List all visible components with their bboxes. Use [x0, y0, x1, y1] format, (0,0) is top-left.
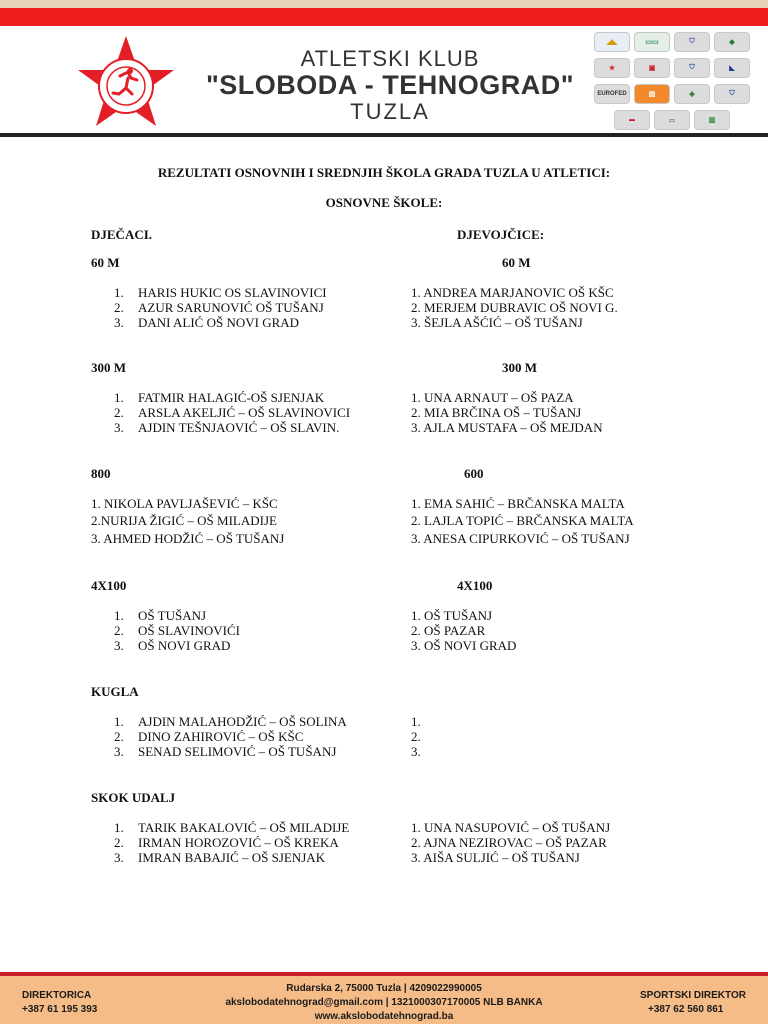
result-girls: 1. UNA ARNAUT – OŠ PAZA: [411, 390, 574, 405]
result-boys: IMRAN BABAJIĆ – OŠ SJENJAK: [138, 850, 326, 865]
result-rank: 2.: [114, 835, 124, 850]
result-boys: AJDIN TEŠNJAOVIĆ – OŠ SLAVIN.: [138, 420, 340, 435]
result-rank: 1.: [114, 820, 124, 835]
result-boys: SENAD SELIMOVIĆ – OŠ TUŠANJ: [138, 744, 337, 759]
result-boys: IRMAN HOROZOVIĆ – OŠ KREKA: [138, 835, 339, 850]
svg-text:1947: 1947: [119, 118, 133, 124]
result-girls: 1.: [411, 714, 421, 729]
result-boys: AJDIN MALAHODŽIĆ – OŠ SOLINA: [138, 714, 347, 729]
result-boys: ARSLA AKELJIĆ – OŠ SLAVINOVICI: [138, 405, 351, 420]
result-rank: 2.: [114, 405, 124, 420]
result-rank: 1.: [114, 608, 124, 623]
sponsor-logo: ◆: [714, 32, 750, 52]
header-top-stripe: [0, 0, 768, 8]
result-rank: 2.: [114, 729, 124, 744]
sponsor-logo: ⛉: [674, 32, 710, 52]
result-girls: 3.: [411, 744, 421, 759]
event-title-girls: 4X100: [457, 578, 493, 593]
event-title-boys: 800: [91, 466, 111, 481]
result-girls: 2.: [411, 729, 421, 744]
event-title-girls: 300 M: [502, 360, 538, 375]
footer-left-phone: +387 61 195 393: [22, 1004, 98, 1015]
sponsor-logo: ▬: [614, 110, 650, 130]
document-title: REZULTATI OSNOVNIH I SREDNJIH ŠKOLA GRADA TUZLA U ATLETICI:: [157, 165, 611, 180]
result-girls: 2. MIA BRČINA OŠ – TUŠANJ: [411, 405, 582, 420]
result-boys: 3. AHMED HODŽIĆ – OŠ TUŠANJ: [91, 531, 285, 546]
result-rank: 1.: [114, 714, 124, 729]
event-title-boys: 4X100: [91, 578, 127, 593]
header-red-band: [0, 8, 768, 26]
footer-right-phone: +387 62 560 861: [648, 1004, 724, 1015]
sponsor-logo: ◢◣: [594, 32, 630, 52]
sponsor-logo: ★: [594, 58, 630, 78]
club-logo: [74, 34, 178, 134]
event-title-boys: 60 M: [91, 255, 120, 270]
club-name-line1: ATLETSKI KLUB: [300, 46, 480, 71]
girls-heading: DJEVOJČICE:: [457, 227, 545, 242]
footer-red-line: [0, 972, 768, 976]
result-rank: 3.: [114, 420, 124, 435]
result-boys: OŠ SLAVINOVIĆI: [138, 623, 240, 638]
result-boys: OŠ TUŠANJ: [138, 608, 207, 623]
result-girls: 1. UNA NASUPOVIĆ – OŠ TUŠANJ: [411, 820, 611, 835]
sponsor-logo: ⛉: [714, 84, 750, 104]
boys-heading: DJEČACI.: [91, 227, 153, 242]
result-boys: 1. NIKOLA PAVLJAŠEVIĆ – KŠC: [91, 496, 278, 511]
sponsor-logo: ▭▭: [634, 32, 670, 52]
sponsor-logos: [588, 30, 768, 134]
result-girls: 3. ŠEJLA AŠĆIĆ – OŠ TUŠANJ: [411, 315, 583, 330]
sponsor-logo: ▤: [634, 84, 670, 104]
footer-email[interactable]: akslobodatehnograd@gmail.com | 1321000307170005 NLB BANKA: [225, 997, 543, 1008]
result-girls: 2. AJNA NEZIROVAC – OŠ PAZAR: [411, 835, 607, 850]
result-rank: 3.: [114, 744, 124, 759]
event-title-girls: 60 M: [502, 255, 531, 270]
result-boys: DINO ZAHIROVIĆ – OŠ KŠC: [138, 729, 304, 744]
result-girls: 2. MERJEM DUBRAVIC OŠ NOVI G.: [411, 300, 618, 315]
event-title-boys: SKOK UDALJ: [91, 790, 176, 805]
result-boys: 2.NURIJA ŽIGIĆ – OŠ MILADIJE: [91, 513, 277, 528]
document-subtitle: OSNOVNE ŠKOLE:: [325, 195, 443, 210]
club-name-line2: "SLOBODA - TEHNOGRAD": [205, 70, 575, 100]
result-girls: 3. AIŠA SULJIĆ – OŠ TUŠANJ: [411, 850, 580, 865]
event-title-boys: 300 M: [91, 360, 127, 375]
result-boys: HARIS HUKIC OS SLAVINOVICI: [138, 285, 327, 300]
result-boys: FATMIR HALAGIĆ-OŠ SJENJAK: [138, 390, 325, 405]
club-name-block: [190, 48, 590, 123]
sponsor-logo: ⛉: [674, 58, 710, 78]
footer-right-title: SPORTSKI DIREKTOR: [640, 990, 746, 1001]
header-divider: [0, 133, 768, 137]
sponsor-logo: ▣: [634, 58, 670, 78]
footer-website[interactable]: www.akslobodatehnograd.ba: [314, 1011, 454, 1022]
result-girls: 2. OŠ PAZAR: [411, 623, 486, 638]
sponsor-logo: ▥: [694, 110, 730, 130]
sponsor-logo: ◈: [674, 84, 710, 104]
result-rank: 3.: [114, 638, 124, 653]
club-name-line3: TUZLA: [350, 99, 430, 124]
result-boys: OŠ NOVI GRAD: [138, 638, 231, 653]
result-rank: 1.: [114, 390, 124, 405]
result-girls: 1. EMA SAHIĆ – BRČANSKA MALTA: [411, 496, 625, 511]
result-rank: 2.: [114, 623, 124, 638]
result-boys: AZUR SARUNOVIĆ OŠ TUŠANJ: [138, 300, 324, 315]
result-rank: 2.: [114, 300, 124, 315]
result-rank: 1.: [114, 285, 124, 300]
sponsor-logo: ◣: [714, 58, 750, 78]
sponsor-logo: ▭: [654, 110, 690, 130]
result-rank: 3.: [114, 315, 124, 330]
result-girls: 3. ANESA CIPURKOVIĆ – OŠ TUŠANJ: [411, 531, 630, 546]
footer-left-title: DIREKTORICA: [22, 990, 92, 1001]
sponsor-logo-eurofed: EUROFED: [594, 84, 630, 104]
event-title-boys: KUGLA: [91, 684, 139, 699]
event-title-girls: 600: [464, 466, 484, 481]
result-rank: 3.: [114, 850, 124, 865]
result-boys: DANI ALIĆ OŠ NOVI GRAD: [138, 315, 300, 330]
result-girls: 1. OŠ TUŠANJ: [411, 608, 493, 623]
result-girls: 3. OŠ NOVI GRAD: [411, 638, 517, 653]
result-girls: 1. ANDREA MARJANOVIC OŠ KŠC: [411, 285, 614, 300]
result-girls: 3. AJLA MUSTAFA – OŠ MEJDAN: [411, 420, 603, 435]
result-girls: 2. LAJLA TOPIĆ – BRČANSKA MALTA: [411, 513, 634, 528]
footer-address: Rudarska 2, 75000 Tuzla | 4209022990005: [286, 983, 482, 994]
result-boys: TARIK BAKALOVIĆ – OŠ MILADIJE: [138, 820, 350, 835]
